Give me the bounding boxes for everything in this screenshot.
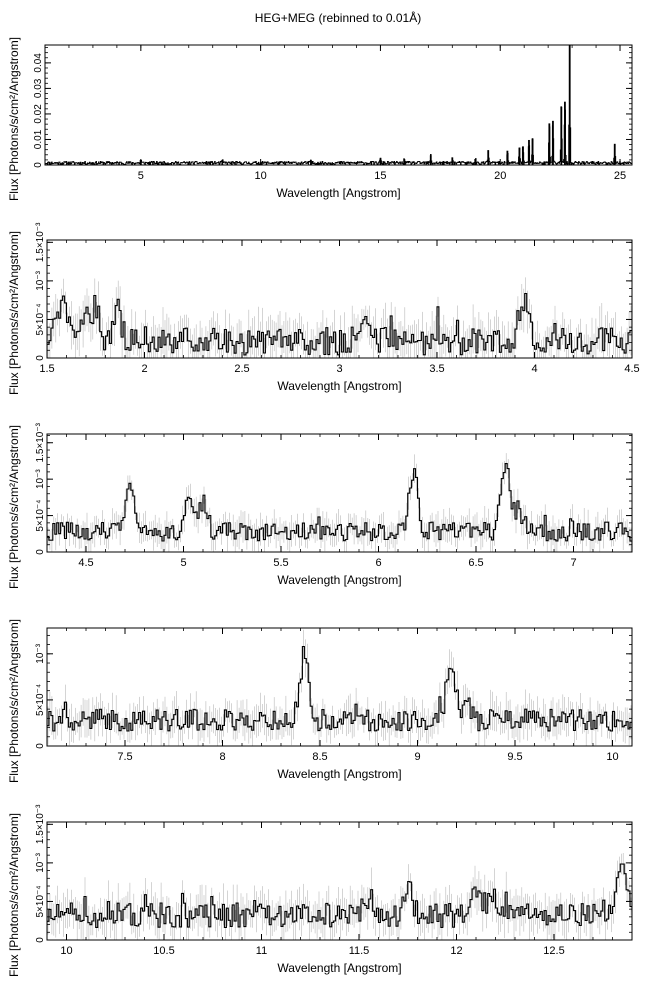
x-tick-label: 11.5 [348, 945, 370, 957]
y-tick-label: 0 [35, 355, 46, 361]
x-tick-label: 7.5 [117, 751, 133, 763]
spectrum-error-bars [48, 277, 633, 358]
spectrum-error-bars [48, 453, 633, 552]
spectrum-panel-3 [7, 422, 634, 589]
y-tick-label: 5×10⁻⁴ [35, 885, 46, 918]
y-tick-label: 10⁻³ [35, 853, 46, 873]
y-tick-label: 0.02 [33, 104, 44, 124]
y-tick-label: 5×10⁻⁴ [35, 303, 46, 336]
spectrum-data-1 [45, 46, 633, 165]
y-tick-label: 1.5×10⁻³ [35, 222, 46, 263]
x-tick-label: 25 [613, 170, 627, 182]
spectrum-error-bars [48, 853, 633, 940]
x-tick-label: 1.5 [39, 363, 55, 375]
x-tick-label: 12.5 [543, 945, 565, 957]
spectrum-panel-5 [7, 804, 634, 977]
y-tick-label: 10⁻³ [35, 643, 46, 664]
y-tick-label: 1.5×10⁻³ [35, 804, 46, 845]
x-tick-label: 10 [606, 751, 619, 763]
y-tick-label: 10⁻³ [35, 469, 46, 490]
x-tick-label: 4 [531, 363, 538, 375]
y-axis-label: Flux [Photons/s/cm²/Angstrom] [7, 424, 21, 590]
x-axis-label: Wavelength [Angstrom] [277, 573, 402, 587]
x-axis-label: Wavelength [Angstrom] [277, 379, 402, 393]
spectrum-data-2 [47, 277, 634, 358]
x-axis-label: Wavelength [Angstrom] [276, 186, 401, 200]
x-tick-label: 2 [141, 363, 148, 375]
x-tick-label: 2.5 [234, 363, 250, 375]
y-tick-label: 0 [35, 937, 46, 943]
y-tick-label: 10⁻³ [35, 271, 46, 291]
x-tick-label: 5 [180, 557, 187, 569]
y-tick-label: 0.03 [33, 78, 44, 99]
x-tick-label: 15 [374, 170, 387, 182]
spectrum-panel-4 [7, 619, 634, 783]
x-tick-label: 11 [255, 945, 268, 957]
x-tick-label: 5 [137, 170, 144, 182]
y-tick-label: 0 [35, 549, 46, 555]
x-tick-label: 4.5 [624, 363, 640, 375]
y-tick-label: 1.5×10⁻³ [35, 422, 46, 463]
x-tick-label: 12 [450, 945, 463, 957]
x-tick-label: 10 [60, 945, 73, 957]
x-tick-label: 9 [414, 751, 421, 763]
y-tick-label: 5×10⁻⁴ [35, 683, 46, 716]
x-tick-label: 4.5 [78, 557, 94, 569]
x-axis-label: Wavelength [Angstrom] [277, 961, 402, 975]
spectrum-histogram [45, 46, 633, 164]
figure-title: HEG+MEG (rebinned to 0.01Å) [254, 11, 422, 25]
y-axis-label: Flux [Photons/s/cm²/Angstrom] [7, 230, 21, 396]
x-tick-label: 8.5 [312, 751, 328, 763]
x-tick-label: 5.5 [273, 557, 289, 569]
y-tick-label: 0 [35, 743, 46, 749]
spectrum-panel-2 [7, 222, 640, 395]
y-axis-label: Flux [Photons/s/cm²/Angstrom] [7, 812, 21, 978]
x-tick-label: 3.5 [429, 363, 445, 375]
x-tick-label: 20 [494, 170, 507, 182]
spectrum-data-3 [47, 453, 634, 552]
x-tick-label: 10.5 [153, 945, 175, 957]
plot-frame [45, 45, 632, 165]
x-tick-label: 6.5 [468, 557, 484, 569]
spectrum-data-4 [47, 630, 634, 746]
x-tick-label: 8 [219, 751, 226, 763]
x-tick-label: 6 [375, 557, 382, 569]
spectrum-panel-1 [7, 37, 633, 201]
x-tick-label: 9.5 [507, 751, 523, 763]
plot-frame [47, 628, 632, 746]
spectrum-error-bars [48, 630, 633, 746]
y-axis-label: Flux [Photons/s/cm²/Angstrom] [7, 618, 21, 784]
y-tick-label: 0.01 [33, 129, 44, 150]
y-axis-label: Flux [Photons/s/cm²/Angstrom] [7, 36, 21, 202]
spectrum-data-5 [47, 853, 634, 940]
y-tick-label: 0.04 [33, 53, 45, 73]
x-tick-label: 3 [336, 363, 343, 375]
x-tick-label: 7 [570, 557, 577, 569]
x-tick-label: 10 [254, 170, 267, 182]
y-tick-label: 0 [33, 162, 44, 168]
y-tick-label: 5×10⁻⁴ [35, 499, 46, 532]
x-axis-label: Wavelength [Angstrom] [277, 767, 402, 781]
